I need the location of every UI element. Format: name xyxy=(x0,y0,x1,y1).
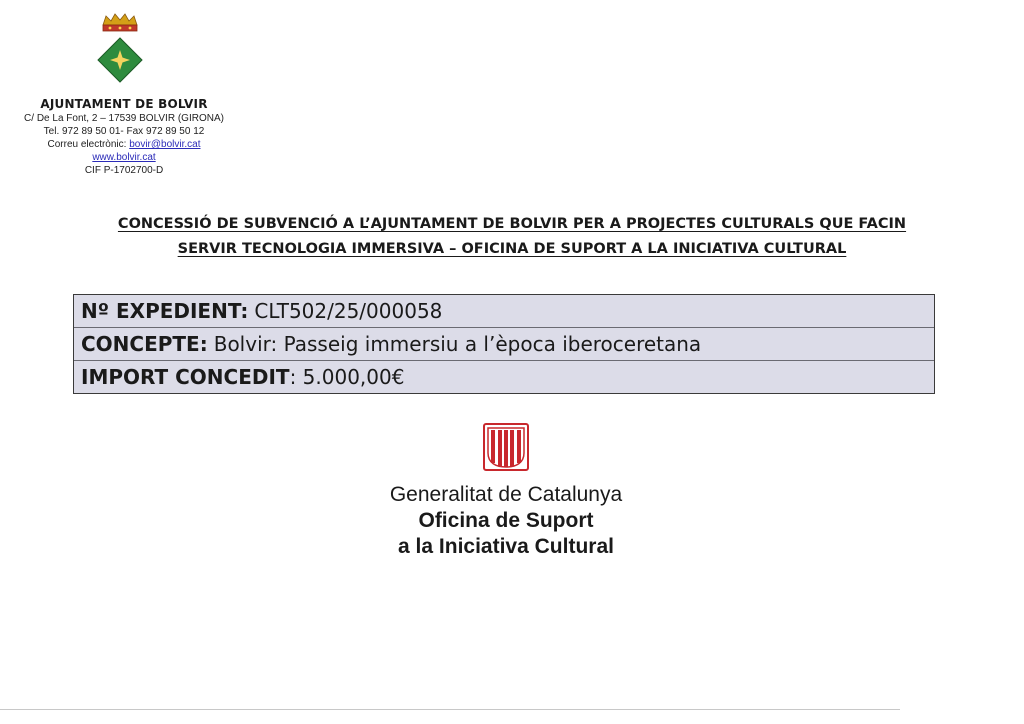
office-name-line-2: a la Iniciativa Cultural xyxy=(398,535,614,558)
grant-details-table xyxy=(73,294,935,394)
expedient-value: CLT502/25/000058 xyxy=(254,299,443,323)
website-line xyxy=(8,151,240,164)
generalitat-name: Generalitat de Catalunya xyxy=(389,483,623,506)
cif: CIF P-1702700-D xyxy=(84,165,164,176)
scan-edge-line xyxy=(0,709,900,710)
title-line-2: SERVIR TECNOLOGIA IMMERSIVA – OFICINA DE SUPORT A LA INICIATIVA CULTURAL xyxy=(177,241,847,257)
concepte-value: Bolvir: Passeig immersiu a l’època iberoceretana xyxy=(213,332,702,356)
import-value: : 5.000,00€ xyxy=(289,365,405,389)
email-link[interactable]: bovir@bolvir.cat xyxy=(129,139,201,150)
office-name-line-1: Oficina de Suport xyxy=(418,509,594,532)
import-label: IMPORT CONCEDIT xyxy=(81,365,290,389)
table-row-expedient xyxy=(74,295,934,328)
address: C/ De La Font, 2 – 17539 BOLVIR (GIRONA) xyxy=(24,113,224,124)
letterhead xyxy=(8,98,240,177)
municipal-coat-of-arms-icon xyxy=(96,12,144,86)
website-link[interactable]: www.bolvir.cat xyxy=(92,152,156,163)
email-label: Correu electrònic: xyxy=(47,139,127,150)
concepte-label: CONCEPTE: xyxy=(81,332,208,356)
generalitat-logo-text xyxy=(300,482,712,560)
email-line xyxy=(8,138,240,151)
organization-name: AJUNTAMENT DE BOLVIR xyxy=(40,97,208,111)
generalitat-emblem-icon xyxy=(483,423,529,471)
document-title xyxy=(60,212,964,262)
expedient-label: Nº EXPEDIENT: xyxy=(81,299,249,323)
title-line-1: CONCESSIÓ DE SUBVENCIÓ A L’AJUNTAMENT DE BOLVIR PER A PROJECTES CULTURALS QUE FACIN xyxy=(117,216,907,232)
table-row-import xyxy=(74,361,934,393)
phone-fax: Tel. 972 89 50 01- Fax 972 89 50 12 xyxy=(43,126,205,137)
table-row-concepte xyxy=(74,328,934,361)
